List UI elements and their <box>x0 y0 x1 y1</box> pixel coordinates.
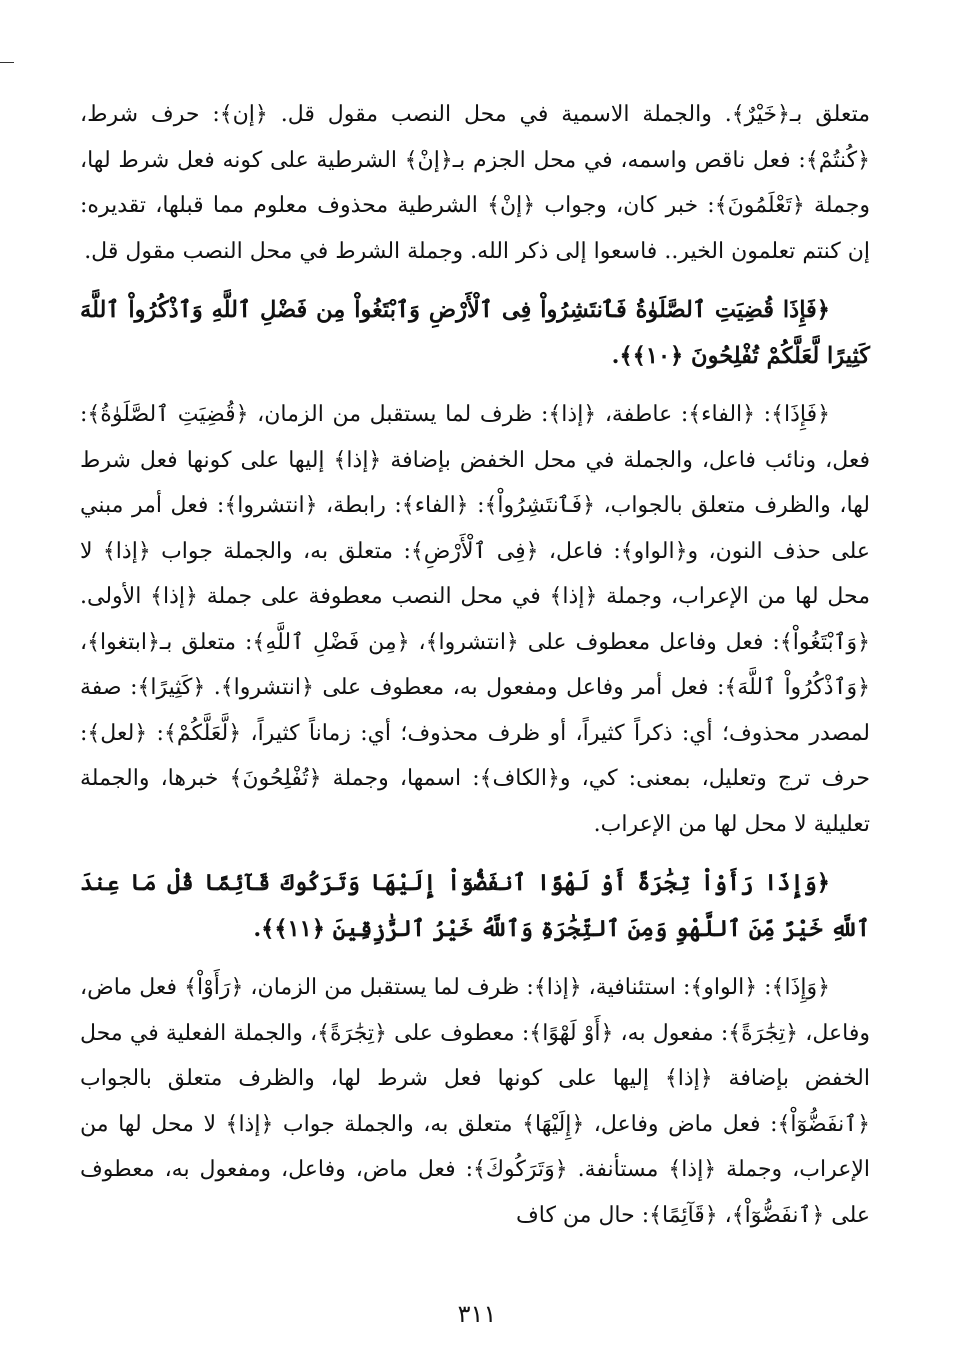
page-number: ٣١١ <box>457 1300 497 1328</box>
paragraph-2: ﴿فَإِذَا﴾: ﴿الفاء﴾: عاطفة، ﴿إذا﴾: ظرف لما يستقبل من الزمان، ﴿قُضِيَتِ ٱلصَّلَوٰةُ﴾: فعل، ونائب فاعل، والجملة في محل الخفض بإضافة ﴿إذا﴾ إليها على كونها فعل شرط لها، والظرف متعلق بالجواب، ﴿فَٱنتَشِرُواْ﴾: ﴿الفاء﴾: رابطة، ﴿انتشروا﴾: فعل أمر مبني على حذف النون، و﴿الواو﴾: فاعل، ﴿فِى ٱلْأَرْضِ﴾: متعلق به، والجملة جواب ﴿إذا﴾ لا محل لها من الإعراب، وجملة ﴿إذا﴾ في محل النصب معطوفة على جملة ﴿إذا﴾ الأولى. ﴿وَٱبْتَغُواْ﴾: فعل وفاعل معطوف على ﴿انتشروا﴾، ﴿مِن فَضْلِ ٱللَّهِ﴾: متعلق بـ﴿ابتغوا﴾، ﴿وَٱذْكُرُواْ ٱللَّهَ﴾: فعل أمر وفاعل ومفعول به، معطوف على ﴿انتشروا﴾. ﴿كَثِيرًا﴾: صفة لمصدر محذوف؛ أي: ذكراً كثيراً، أو ظرف محذوف؛ أي: زماناً كثيراً، ﴿لَّعَلَّكُمْ﴾: ﴿لعل﴾: حرف ترج وتعليل، بمعنى: كي، و﴿الكاف﴾: اسمها، وجملة ﴿تُفْلِحُونَ﴾ خبرها، والجملة تعليلية لا محل لها من الإعراب. <box>80 402 870 837</box>
paragraph-1: متعلق بـ﴿خَيْرٌ﴾. والجملة الاسمية في محل النصب مقول قل. ﴿إن﴾: حرف شرط، ﴿كُنتُمْ﴾: فعل ناقص واسمه، في محل الجزم بـ﴿إنْ﴾ الشرطية على كونه فعل شرط لها، وجملة ﴿تَعْلَمُونَ﴾: خبر كان، وجواب ﴿إنْ﴾ الشرطية محذوف معلوم مما قبلها، تقديره: إن كنتم تعلمون الخير.. فاسعوا إلى ذكر الله. وجملة الشرط في محل النصب مقول قل. <box>80 102 870 264</box>
quran-verse-11: ﴿وَإِذَا رَأَوْاْ تِجَٰرَةً أَوْ لَهْوًا ٱنفَضُّوٓاْ إِلَيْهَا وَتَرَكُوكَ قَآئِمًا قُلْ مَا عِندَ ٱللَّهِ خَيْرٌ مِّنَ ٱللَّهْوِ وَمِنَ ٱلتِّجَٰرَةِ وَٱللَّهُ خَيْرُ ٱلرَّٰزِقِينَ ﴿١١﴾﴾. <box>80 870 870 942</box>
margin-rule <box>0 62 14 63</box>
quran-verse-10: ﴿فَإِذَا قُضِيَتِ ٱلصَّلَوٰةُ فَٱنتَشِرُواْ فِى ٱلْأَرْضِ وَٱبْتَغُواْ مِن فَضْلِ ٱللَّهِ وَٱذْكُرُواْ ٱللَّهَ كَثِيرًا لَّعَلَّكُمْ تُفْلِحُونَ ﴿١٠﴾﴾. <box>80 297 870 369</box>
page-body <box>80 92 870 1238</box>
paragraph-3: ﴿وَإِذَا﴾: ﴿الواو﴾: استئنافية، ﴿إذا﴾: ظرف لما يستقبل من الزمان، ﴿رَأَوْاْ﴾ فعل ماض، وفاعل، ﴿تِجَٰرَةً﴾: مفعول به، ﴿أَوْ لَهْوًا﴾: معطوف على ﴿تِجَٰرَةً﴾، والجملة الفعلية في محل الخفض بإضافة ﴿إذا﴾ إليها على كونها فعل شرط لها، والظرف متعلق بالجواب ﴿ٱنفَضُّوٓاْ﴾: فعل ماض وفاعل، ﴿إِلَيْهَا﴾ متعلق به، والجملة جواب ﴿إذا﴾ لا محل لها من الإعراب، وجملة ﴿إذا﴾ مستأنفة. ﴿وَتَرَكُوكَ﴾: فعل ماض، وفاعل، ومفعول به، معطوف على ﴿ٱنفَضُّوٓاْ﴾، ﴿قَآئِمًا﴾: حال من كاف <box>80 975 870 1228</box>
